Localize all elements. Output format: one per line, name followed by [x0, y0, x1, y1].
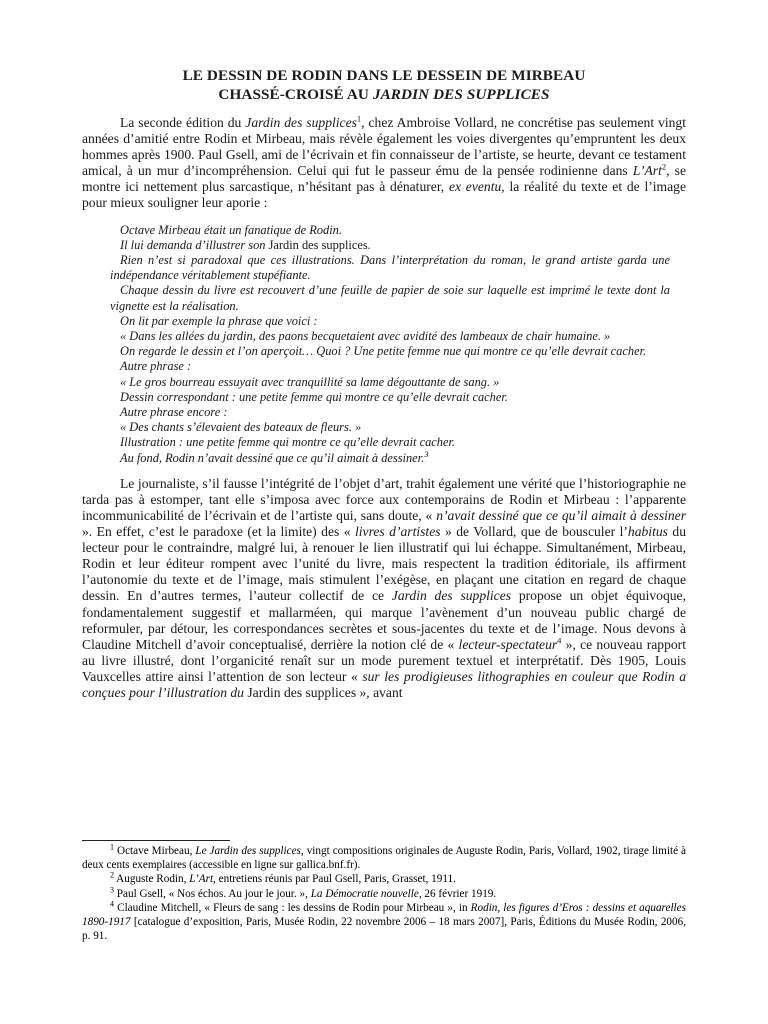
quote-line: On lit par exemple la phrase que voici :	[120, 313, 318, 328]
quote-line: Dessin correspondant : une petite femme qui montre ce qu’elle devrait cacher.	[120, 389, 508, 404]
footnote-separator	[82, 840, 230, 841]
title-line-2: CHASSÉ-CROISÉ AU JARDIN DES SUPPLICES	[218, 86, 550, 103]
quote-line: Chaque dessin du livre est recouvert d’une feuille de papier de soie sur laquelle est imprimé le texte dont la vignette est la réalisation.	[110, 283, 670, 313]
quote-line: Autre phrase :	[120, 359, 192, 374]
quote-line: « Le gros bourreau essuyait avec tranquillité sa lame dégouttante de sang. »	[120, 374, 500, 389]
quote-line: Rien n’est si paradoxal que ces illustrations. Dans l’interprétation du roman, le grand artiste garda une indépendance véritablement stupéfiante.	[110, 252, 670, 283]
quote-line: Illustration : une petite femme qui montre ce qu’elle devrait cacher.	[120, 435, 456, 450]
quote-line: On regarde le dessin et l’on aperçoit… Quoi ? Une petite femme nue qui montre ce qu’elle devrait cacher.	[120, 344, 647, 359]
footnote-4: $^4$ Claudine Mitchell, « Fleurs de sang : les dessins de Rodin pour Mirbeau », in Rodin, les figures d’Eros : dessins et aquarelles 1890-1917 [catalogue d’exposition, Paris, Musée Rodin, 22 novembre 2006 – 18 mars 2007], Paris, Éditions du Musée Rodin, 2006, p. 91.	[82, 899, 686, 943]
footnote-ref-2[interactable]: 2	[661, 161, 667, 172]
footnotes	[82, 844, 686, 943]
footnote-1: $^1$ Octave Mirbeau, Le Jardin des supplices, vingt compositions originales de Auguste Rodin, Paris, Vollard, 1902, tirage limité à deux cents exemplaires (accessible en ligne sur gallica.bnf.fr).	[82, 842, 687, 872]
footnote-ref-3[interactable]: 3	[424, 448, 429, 459]
article-title	[82, 66, 686, 104]
footnote-ref-1[interactable]: 1	[356, 113, 362, 124]
quote-line: Il lui demanda d’illustrer son Jardin des supplices.	[120, 237, 371, 252]
intro-paragraph: La seconde édition du Jardin des supplices$^1$, chez Ambroise Vollard, ne concrétise pas seulement vingt années d’amitié entre Rodin et Mirbeau, mais révèle également les voies divergentes qu’empruntent les deux hommes après 1900. Paul Gsell, ami de l’écrivain et fin connaisseur de l’artiste, se heurte, devant ce testament amical, à un mur d’incompréhension. Celui qui fut le passeur ému de la pensée rodinienne dans L’Art$^2$, se montre ici nettement plus sarcastique, n’hésitant pas à dénaturer, ex eventu, la réalité du texte et de l’image pour mieux souligner leur aporie :	[82, 113, 687, 211]
footnote-2: $^2$ Auguste Rodin, L’Art, entretiens réunis par Paul Gsell, Paris, Grasset, 1911.	[110, 870, 456, 886]
body-paragraph: Le journaliste, s’il fausse l’intégrité de l’objet d’art, trahit également une vérité que l’historiographie ne tarda pas à estomper, tant elle s’imposa avec force aux contemporains de Rodin et Mirbeau : l’apparente incommunicabilité de l’écrivain et de l’artiste qui, sans doute, « n’avait dessiné que ce qu’il aimait à dessiner ». En effet, c’est le paradoxe (et la limite) des « livres d’artistes » de Vollard, que de bousculer l’habitus du lecteur pour le contraindre, malgré lui, à renouer le lien illustratif qui lui échappe. Simultanément, Mirbeau, Rodin et leur éditeur rompent avec l’unité du livre, mais respectent la tradition éditoriale, ils affirment l’autonomie du texte et de l’image, mais stimulent l’exégèse, en plaçant une citation en regard de chaque dessin. En d’autres termes, l’auteur collectif de ce Jardin des supplices propose un objet équivoque, fondamentalement suggestif et mallarméen, qui marque l’avènement d’un nouveau public chargé de reformuler, par détour, les correspondances secrètes et sous-jacentes du texte et de l’image. Nous devons à Claudine Mitchell d’avoir conceptualisé, derrière la notion clé de « lecteur-spectateur$^4$ », ce nouveau rapport au livre illustré, dont l’organicité renaît sur un mode purement textuel et interprétatif. Dès 1905, Louis Vauxcelles attire ainsi l’attention de son lecteur « sur les prodigieuses lithographies en couleur que Rodin a conçues pour l’illustration du Jardin des supplices », avant	[82, 475, 687, 701]
quote-line: Au fond, Rodin n’avait dessiné que ce qu’il aimait à dessiner.$^3$	[120, 448, 429, 465]
quote-line: « Des chants s’élevaient des bateaux de fleurs. »	[120, 420, 362, 435]
quote-line: « Dans les allées du jardin, des paons becquetaient avec avidité des lambeaux de chair humaine. »	[120, 328, 611, 343]
title-line-1: LE DESSIN DE RODIN DANS LE DESSEIN DE MIRBEAU	[182, 67, 586, 84]
block-quote	[110, 223, 670, 466]
quote-line: Autre phrase encore :	[120, 405, 228, 419]
footnote-3: $^3$ Paul Gsell, « Nos échos. Au jour le jour. », La Démocratie nouvelle, 26 février 1919.	[110, 884, 497, 900]
quote-line: Octave Mirbeau était un fanatique de Rodin.	[120, 222, 342, 237]
footnote-ref-4[interactable]: 4	[557, 635, 562, 646]
